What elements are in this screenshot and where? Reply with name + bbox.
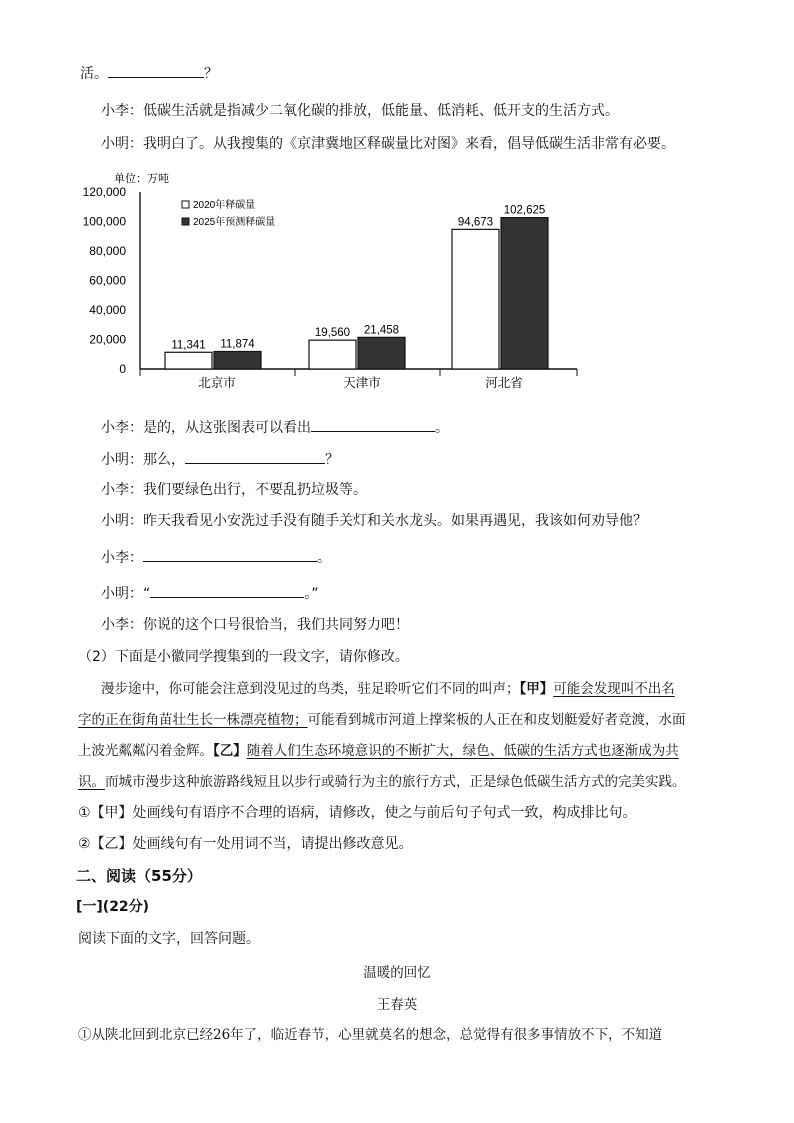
y-tick-label: 20,000 [89,332,126,347]
instruction-text: 阅读下面的文字，回答问题。 [78,931,260,947]
bar-value-label: 19,560 [314,327,351,340]
y-tick-label: 80,000 [89,244,126,258]
answer-blank [185,448,325,464]
text-line: 小李： 。 [101,546,331,568]
text-line: 小明：我明白了。从我搜集的《京津冀地区释碳量比对图》来看，倡导低碳生活非常有必要。 [101,136,675,152]
legend-swatch-2025 [182,218,189,225]
legend-label-2025: 2025年预测释碳量 [193,217,276,228]
bar-value-label: 102,625 [503,204,546,217]
article-author: 王春英 [376,997,418,1013]
passage-line: 漫步途中，你可能会注意到没见过的鸟类，驻足聆听它们不同的叫声；【甲】可能会发现叫不出名 [101,681,675,697]
text-line: 活。 ？ [80,62,218,84]
text-line: 小明：那么， ？ [101,448,339,470]
x-category-label: 北京市 [198,376,236,390]
x-category-label: 天津市 [343,376,381,390]
text-line: 小李：你说的这个口号很恰当，我们共同努力吧！ [101,617,409,633]
passage-line: 上波光粼粼闪着金辉。【乙】随着人们生态环境意识的不断扩大，绿色、低碳的生活方式也逐渐成为共 [78,743,679,759]
bar [452,229,499,369]
answer-blank [143,546,317,562]
y-tick-label: 120,000 [82,185,126,199]
bar [358,337,405,369]
answer-blank [150,582,304,598]
x-category-label: 河北省 [485,376,523,390]
bar-value-label: 11,341 [171,339,206,352]
answer-blank [108,62,204,78]
passage-line: 识。而城市漫步这种旅游路线短且以步行或骑行为主的旅行方式，正是绿色低碳生活方式的完美实践。 [78,774,686,790]
question-heading: （2）下面是小徽同学搜集到的一段文字，请你修改。 [78,649,409,665]
text-line: 小李：低碳生活就是指减少二氧化碳的排放，低能量、低消耗、低开支的生活方式。 [101,103,619,119]
y-tick-label: 100,000 [82,214,126,229]
passage-line: 字的正在街角苗壮生长一株漂亮植物；可能看到城市河道上撑桨板的人正在和皮划艇爱好者竞渡，水面 [78,712,686,728]
text-line: 小李：我们要绿色出行，不要乱扔垃圾等。 [101,482,367,498]
article-title: 温暖的回忆 [363,965,431,981]
sub-question: ①【甲】处画线句有语序不合理的语病，请修改，使之与前后句子句式一致，构成排比句。 [78,805,637,821]
text-line: 小李：是的，从这张图表可以看出 。 [101,416,449,438]
sub-question: ②【乙】处画线句有一处用词不当，请提出修改意见。 [78,836,413,852]
legend-label-2020: 2020年释碳量 [193,200,256,211]
bar [309,340,356,369]
legend-swatch-2020 [182,201,189,208]
bar-value-label: 21,458 [363,324,400,337]
text-line: 小明：“ 。” [101,582,319,604]
subsection-title: [一](22分) [76,899,150,915]
carbon-emission-bar-chart [72,168,582,396]
article-first-line: ①从陕北回到北京已经26年了，临近春节，心里就莫名的想念，总觉得有很多事情放不下，不知道 [78,1027,663,1043]
bar [501,218,548,369]
bar-value-label: 94,673 [457,216,494,229]
y-tick-label: 60,000 [89,273,126,288]
chart-unit-label: 单位：万吨 [114,173,169,185]
bar-value-label: 11,874 [220,338,255,351]
bar [165,352,212,369]
bar [214,351,261,369]
text-line: 小明：昨天我看见小安洗过手没有随手关灯和关水龙头。如果再遇见，我该如何劝导他？ [101,513,647,529]
y-tick-label: 0 [119,362,126,376]
section-title: 二、阅读（55分） [76,867,202,885]
y-tick-label: 40,000 [89,303,126,317]
answer-blank [311,416,435,432]
